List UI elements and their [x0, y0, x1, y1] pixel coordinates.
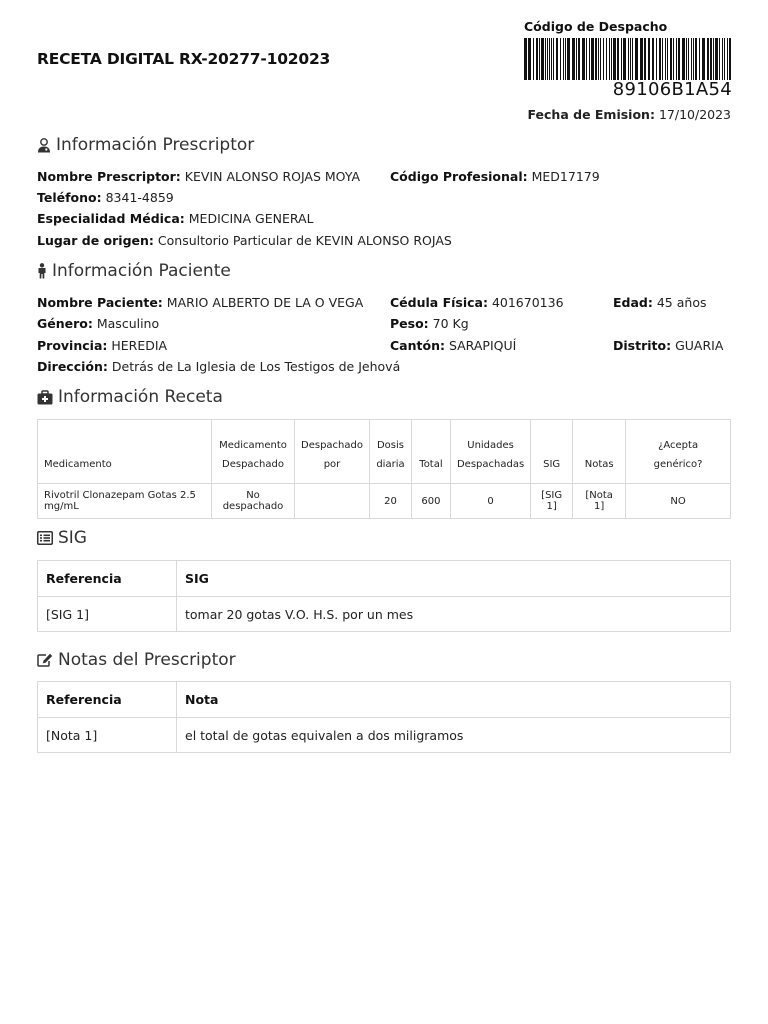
patient-name-value: MARIO ALBERTO DE LA O VEGA: [166, 295, 364, 310]
sig-section-label: SIG: [58, 528, 87, 548]
barcode-bar: [589, 38, 590, 80]
phone-field: [37, 190, 174, 205]
patient-name-label: Nombre Paciente:: [37, 295, 163, 310]
barcode-bar: [611, 38, 612, 80]
prescription-table-header: [38, 420, 731, 484]
patient-name-field: [37, 295, 363, 310]
origin-label: Lugar de origen:: [37, 233, 154, 248]
patient-section-label: Información Paciente: [52, 261, 231, 281]
barcode-bar: [691, 38, 692, 80]
barcode-bar: [707, 38, 709, 80]
cell-note-ref: [Nota 1]: [38, 718, 177, 753]
notes-table: [37, 681, 731, 753]
patient-district-value: GUARIA: [675, 338, 724, 353]
cell-notas: [Nota 1]: [573, 484, 626, 519]
barcode-bar: [713, 38, 714, 80]
col-unidades-despachadas: Unidades Despachadas: [450, 420, 530, 484]
list-alt-icon: [37, 531, 53, 545]
barcode-image: [524, 38, 732, 80]
patient-section-title: [37, 261, 231, 281]
barcode-bar: [582, 38, 585, 80]
barcode-bar: [676, 38, 677, 80]
barcode-bar: [617, 38, 619, 80]
patient-province-field: [37, 338, 167, 353]
dispatch-code-value: 89106B1A54: [612, 79, 732, 100]
barcode-bar: [621, 38, 622, 80]
barcode-bar: [556, 38, 558, 80]
notes-table-header: [38, 682, 731, 718]
barcode-bar: [665, 38, 666, 80]
cell-sig: [SIG 1]: [531, 484, 573, 519]
professional-code-field: [390, 169, 600, 184]
notes-section-label: Notas del Prescriptor: [58, 650, 236, 670]
barcode-bar: [565, 38, 566, 80]
sig-table: [37, 560, 731, 632]
patient-id-value: 401670136: [491, 295, 564, 310]
barcode-bar: [598, 38, 599, 80]
barcode-bar: [695, 38, 697, 80]
patient-canton-field: [390, 338, 516, 353]
barcode-bar: [541, 38, 544, 80]
patient-province-value: HEREDIA: [111, 338, 168, 353]
col-referencia: Referencia: [38, 561, 177, 597]
barcode-bar: [567, 38, 570, 80]
barcode-bar: [667, 38, 668, 80]
barcode-bar: [591, 38, 594, 80]
barcode-bar: [644, 38, 646, 80]
patient-district-field: [613, 338, 723, 353]
specialty-field: [37, 211, 314, 226]
col-despachado-por: Despachado por: [295, 420, 370, 484]
cell-medicamento-despachado: No despachado: [212, 484, 295, 519]
patient-address-field: [37, 359, 400, 374]
barcode-bar: [595, 38, 597, 80]
emission-date-label: Fecha de Emision:: [527, 107, 655, 122]
patient-canton-value: SARAPIQUÍ: [448, 338, 517, 353]
barcode-bar: [670, 38, 672, 80]
barcode-bar: [549, 38, 550, 80]
barcode-bar: [662, 38, 663, 80]
document-title: RECETA DIGITAL RX-20277-102023: [37, 50, 331, 68]
barcode-bar: [572, 38, 575, 80]
prescriber-name-field: [37, 169, 360, 184]
user-md-icon: [37, 138, 51, 153]
professional-code-label: Código Profesional:: [390, 169, 528, 184]
cell-unidades-despachadas: 0: [450, 484, 530, 519]
barcode-bar: [693, 38, 694, 80]
col-sig-text: SIG: [177, 561, 731, 597]
notes-section-title: [37, 650, 236, 670]
barcode-bar: [699, 38, 700, 80]
patient-address-value: Detrás de La Iglesia de Los Testigos de Jehová: [111, 359, 401, 374]
barcode-bar: [536, 38, 538, 80]
cell-total: 600: [411, 484, 450, 519]
cell-note-text: el total de gotas equivalen a dos miligramos: [177, 718, 731, 753]
patient-id-label: Cédula Física:: [390, 295, 488, 310]
male-icon: [37, 263, 47, 279]
barcode-bar: [635, 38, 638, 80]
barcode-bar: [724, 38, 725, 80]
cell-acepta-generico: NO: [626, 484, 731, 519]
barcode-bar: [715, 38, 718, 80]
sig-section-title: [37, 528, 87, 548]
col-dosis-diaria: Dosis diaria: [369, 420, 411, 484]
edit-icon: [37, 653, 53, 667]
col-total: Total: [411, 420, 450, 484]
patient-age-label: Edad:: [613, 295, 653, 310]
patient-id-field: [390, 295, 564, 310]
emission-date-value: 17/10/2023: [658, 107, 731, 122]
barcode-bar: [719, 38, 720, 80]
patient-address-label: Dirección:: [37, 359, 108, 374]
col-acepta-generico: ¿Acepta genérico?: [626, 420, 731, 484]
col-sig: SIG: [531, 420, 573, 484]
barcode-bar: [656, 38, 657, 80]
barcode-bar: [688, 38, 689, 80]
patient-gender-field: [37, 316, 159, 331]
prescription-section-label: Información Receta: [58, 387, 223, 407]
barcode-bar: [640, 38, 643, 80]
barcode-bar: [563, 38, 564, 80]
barcode-bar: [722, 38, 723, 80]
prescription-section-title: [37, 387, 223, 407]
emission-date: [528, 107, 731, 122]
patient-gender-label: Género:: [37, 316, 93, 331]
barcode-bar: [524, 38, 527, 80]
patient-canton-label: Cantón:: [390, 338, 445, 353]
barcode-bar: [678, 38, 680, 80]
barcode-bar: [576, 38, 577, 80]
cell-sig-ref: [SIG 1]: [38, 597, 177, 632]
specialty-label: Especialidad Médica:: [37, 211, 185, 226]
barcode-bar: [659, 38, 661, 80]
barcode-bar: [613, 38, 616, 80]
table-row: [38, 597, 731, 632]
barcode-bar: [553, 38, 554, 80]
barcode-bar: [528, 38, 531, 80]
barcode-bar: [729, 38, 731, 80]
phone-label: Teléfono:: [37, 190, 102, 205]
barcode-bar: [560, 38, 561, 80]
barcode-bar: [628, 38, 629, 80]
barcode-bar: [652, 38, 654, 80]
barcode-bar: [710, 38, 712, 80]
patient-district-label: Distrito:: [613, 338, 672, 353]
patient-province-label: Provincia:: [37, 338, 108, 353]
col-medicamento: Medicamento: [38, 420, 212, 484]
barcode-bar: [682, 38, 685, 80]
barcode-bar: [603, 38, 604, 80]
patient-age-field: [613, 295, 706, 310]
cell-despachado-por: [295, 484, 370, 519]
barcode-bar: [586, 38, 587, 80]
professional-code-value: MED17179: [531, 169, 600, 184]
patient-weight-value: 70 Kg: [432, 316, 469, 331]
cell-sig-text: tomar 20 gotas V.O. H.S. por un mes: [177, 597, 731, 632]
barcode-bar: [632, 38, 633, 80]
barcode-bar: [545, 38, 546, 80]
barcode-bar: [547, 38, 548, 80]
prescriber-name-value: KEVIN ALONSO ROJAS MOYA: [184, 169, 361, 184]
barcode-bar: [648, 38, 650, 80]
patient-weight-label: Peso:: [390, 316, 429, 331]
barcode-bar: [539, 38, 540, 80]
prescriber-section-title: [37, 135, 254, 155]
prescription-table: [37, 419, 731, 519]
cell-dosis-diaria: 20: [369, 484, 411, 519]
medkit-icon: [37, 390, 53, 405]
barcode-bar: [630, 38, 631, 80]
barcode-bar: [702, 38, 705, 80]
table-row: [38, 718, 731, 753]
barcode-bar: [551, 38, 552, 80]
barcode-bar: [600, 38, 601, 80]
patient-age-value: 45 años: [656, 295, 707, 310]
col-notas: Notas: [573, 420, 626, 484]
table-row: [38, 484, 731, 519]
barcode-bar: [686, 38, 687, 80]
barcode-bar: [673, 38, 674, 80]
dispatch-code-label: Código de Despacho: [524, 19, 668, 34]
origin-field: [37, 233, 452, 248]
barcode-bar: [533, 38, 534, 80]
barcode-bar: [609, 38, 610, 80]
barcode-bar: [578, 38, 580, 80]
col-nota: Nota: [177, 682, 731, 718]
patient-weight-field: [390, 316, 469, 331]
patient-gender-value: Masculino: [96, 316, 160, 331]
barcode-bar: [606, 38, 607, 80]
barcode-bar: [623, 38, 626, 80]
prescriber-section-label: Información Prescriptor: [56, 135, 255, 155]
col-referencia: Referencia: [38, 682, 177, 718]
cell-medicamento: Rivotril Clonazepam Gotas 2.5 mg/mL: [38, 484, 212, 519]
phone-value: 8341-4859: [105, 190, 174, 205]
origin-value: Consultorio Particular de KEVIN ALONSO ROJAS: [157, 233, 452, 248]
sig-table-header: [38, 561, 731, 597]
prescriber-name-label: Nombre Prescriptor:: [37, 169, 181, 184]
specialty-value: MEDICINA GENERAL: [188, 211, 314, 226]
col-medicamento-despachado: Medicamento Despachado: [212, 420, 295, 484]
barcode-bar: [727, 38, 728, 80]
